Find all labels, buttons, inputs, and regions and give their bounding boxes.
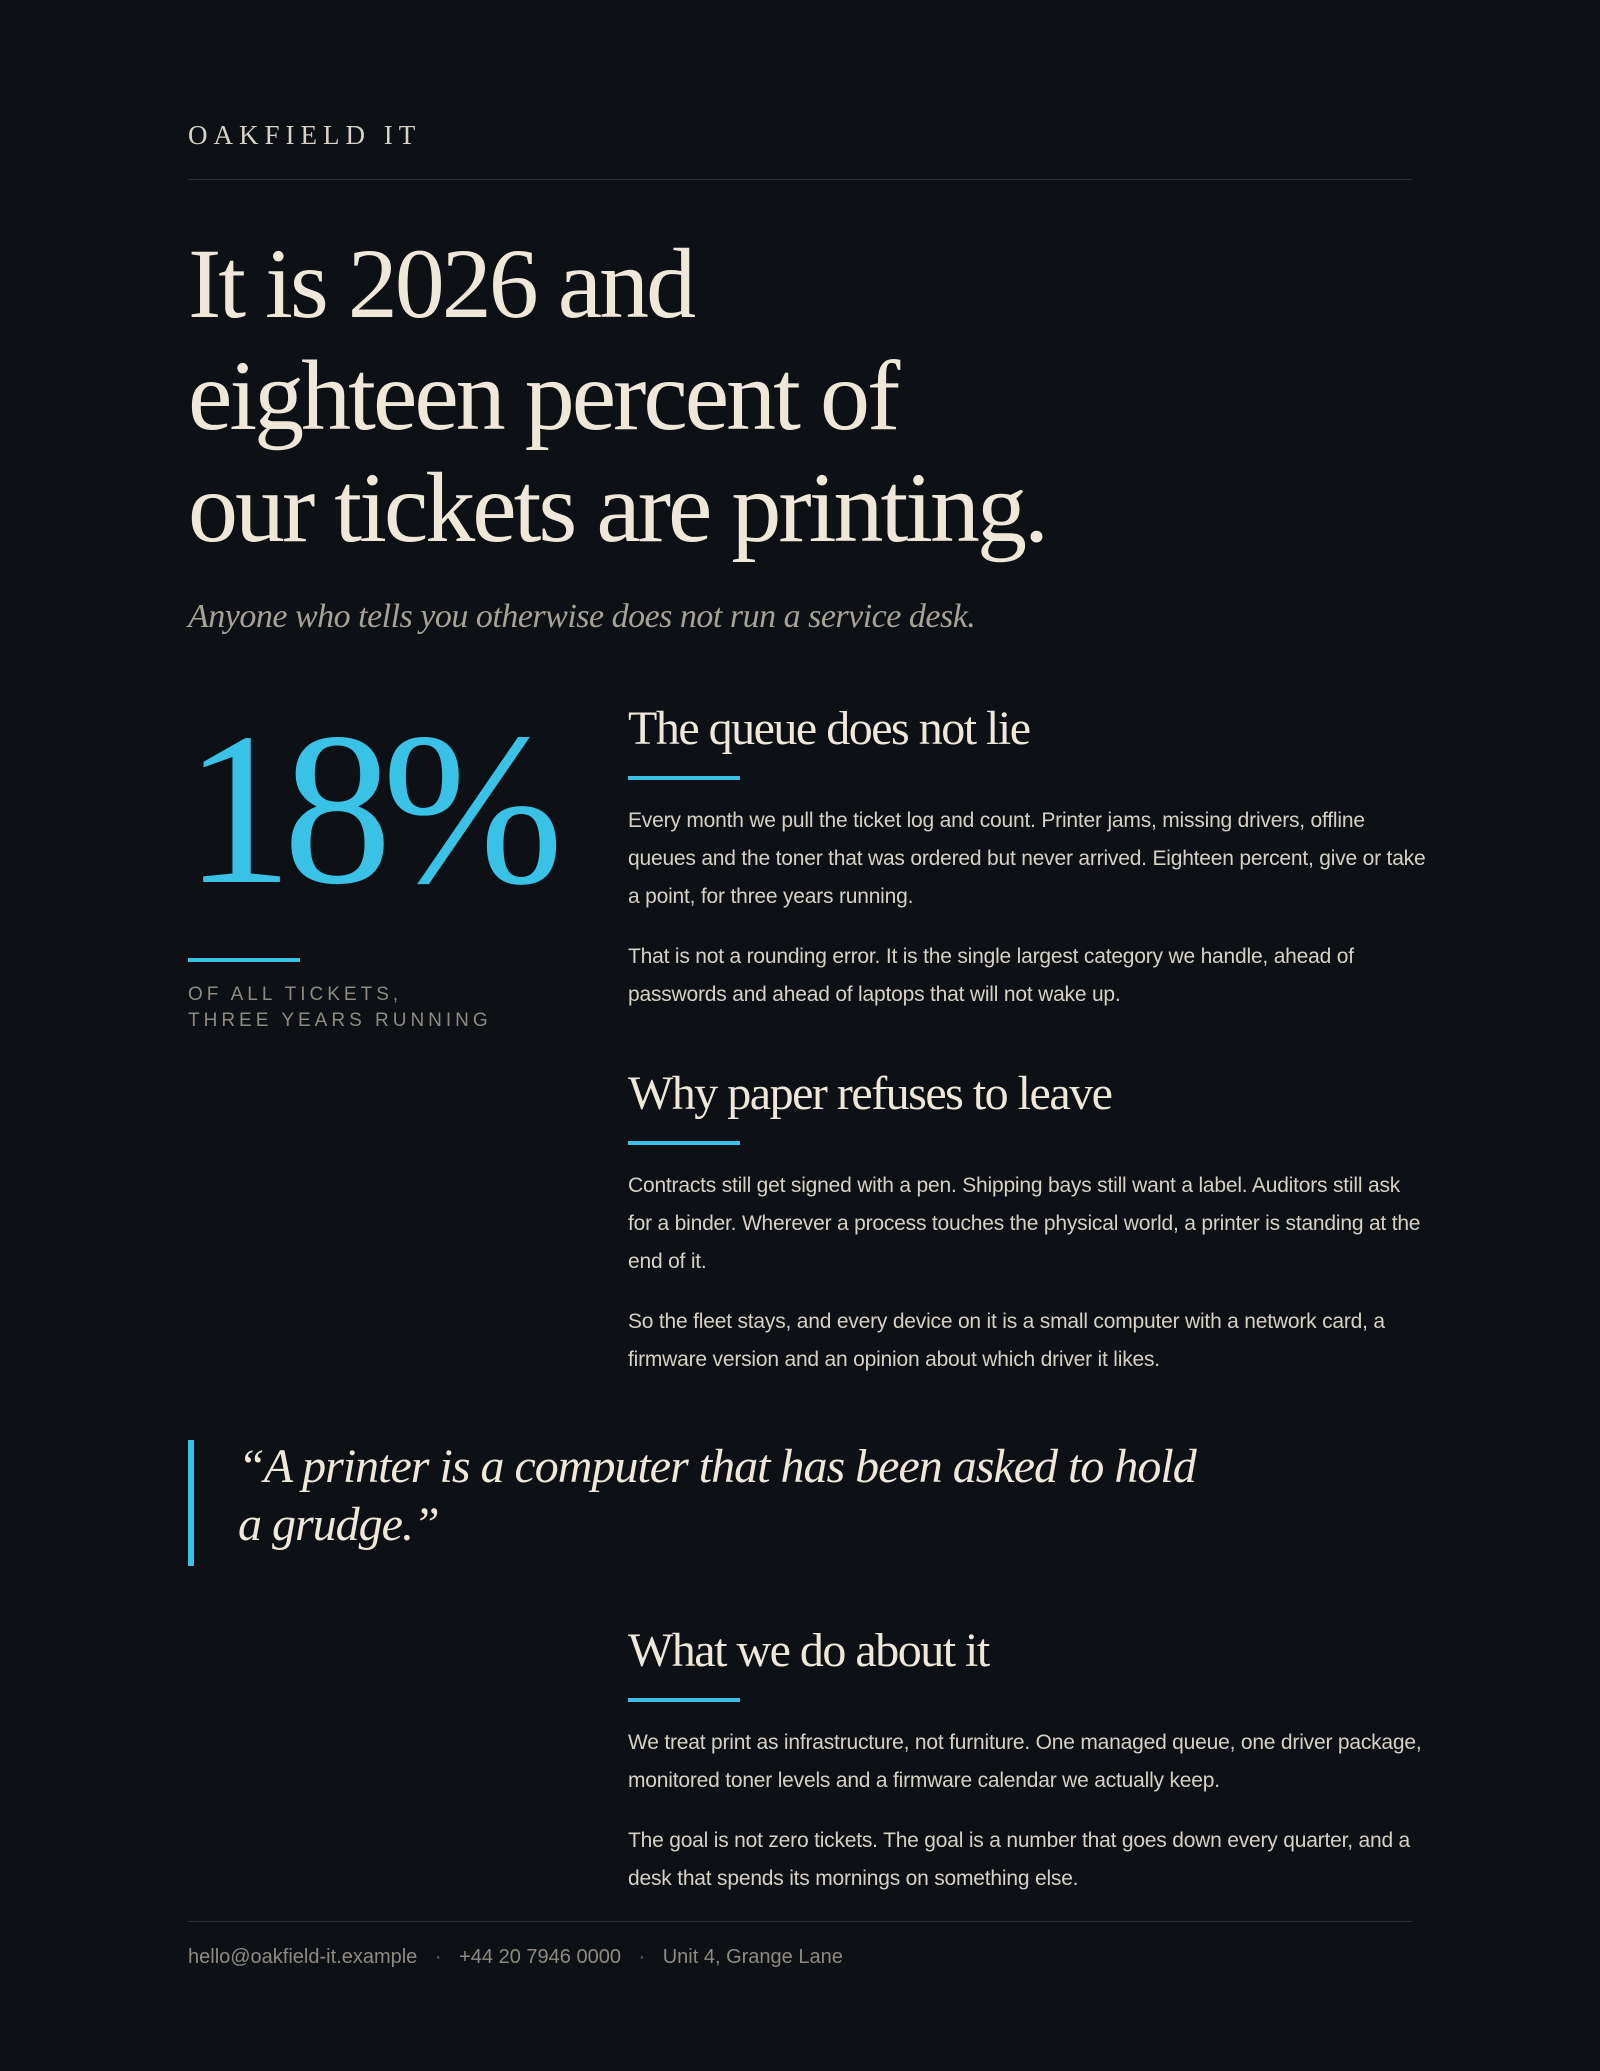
stat-accent-rule [188, 958, 300, 962]
section-paragraph: That is not a rounding error. It is the single largest category we handle, ahead of passwords and ahead of laptops that will not wake up. [628, 945, 1354, 1006]
section-paper [628, 1065, 1428, 1401]
section-accent-rule [628, 776, 740, 780]
section-paragraph: So the fleet stays, and every device on it is a small computer with a network card, a firmware version and an opinion about which driver it likes. [628, 1310, 1385, 1371]
quote-bar [188, 1440, 194, 1566]
footer-email-link[interactable]: hello@oakfield-it.example [188, 1946, 418, 1968]
footer-separator: · [434, 1946, 442, 1968]
footer-separator: · [638, 1946, 646, 1968]
section-accent-rule [628, 1698, 740, 1702]
section-queue [628, 700, 1428, 1036]
section-paragraph: Every month we pull the ticket log and count. Printer jams, missing drivers, offline queues and the toner that was ordered but never arrived. Eighteen percent, give or take a point, for three years running. [628, 809, 1426, 908]
headline-line-3: our tickets are printing. [188, 452, 1047, 563]
section-action [628, 1622, 1428, 1920]
stat-caption-line-1: OF ALL TICKETS, [188, 984, 403, 1005]
footer [188, 1946, 843, 1969]
header-divider [188, 179, 1412, 180]
section-title: The queue does not lie [628, 702, 1030, 755]
section-paragraph: The goal is not zero tickets. The goal is a number that goes down every quarter, and a desk that spends its mornings on something else. [628, 1829, 1411, 1890]
footer-address: Unit 4, Grange Lane [662, 1946, 843, 1968]
headline [188, 228, 1188, 564]
quote-text: “A printer is a computer that has been asked to hold a grudge.” [238, 1440, 1196, 1551]
headline-line-2: eighteen percent of [188, 340, 898, 451]
section-paragraph: We treat print as infrastructure, not furniture. One managed queue, one driver package, monitored toner levels and a firmware calendar we actually keep. [628, 1731, 1422, 1792]
section-paragraph: Contracts still get signed with a pen. Shipping bays still want a label. Auditors still ask for a binder. Wherever a process touches the physical world, a printer is standing at the end of it. [628, 1174, 1421, 1273]
stat-caption-line-2: THREE YEARS RUNNING [188, 1010, 492, 1031]
stat-caption [188, 982, 492, 1034]
page [184, 0, 1426, 2071]
headline-line-1: It is 2026 and [188, 228, 694, 339]
section-title: What we do about it [628, 1624, 989, 1677]
stat-value: 18% [184, 689, 554, 930]
pull-quote [188, 1440, 1196, 1566]
brand-wordmark: OAKFIELD IT [188, 120, 422, 150]
footer-divider [188, 1921, 1412, 1922]
section-accent-rule [628, 1141, 740, 1145]
subhead: Anyone who tells you otherwise does not run a service desk. [188, 598, 976, 635]
footer-phone-link[interactable]: +44 20 7946 0000 [459, 1946, 621, 1968]
section-title: Why paper refuses to leave [628, 1067, 1112, 1120]
